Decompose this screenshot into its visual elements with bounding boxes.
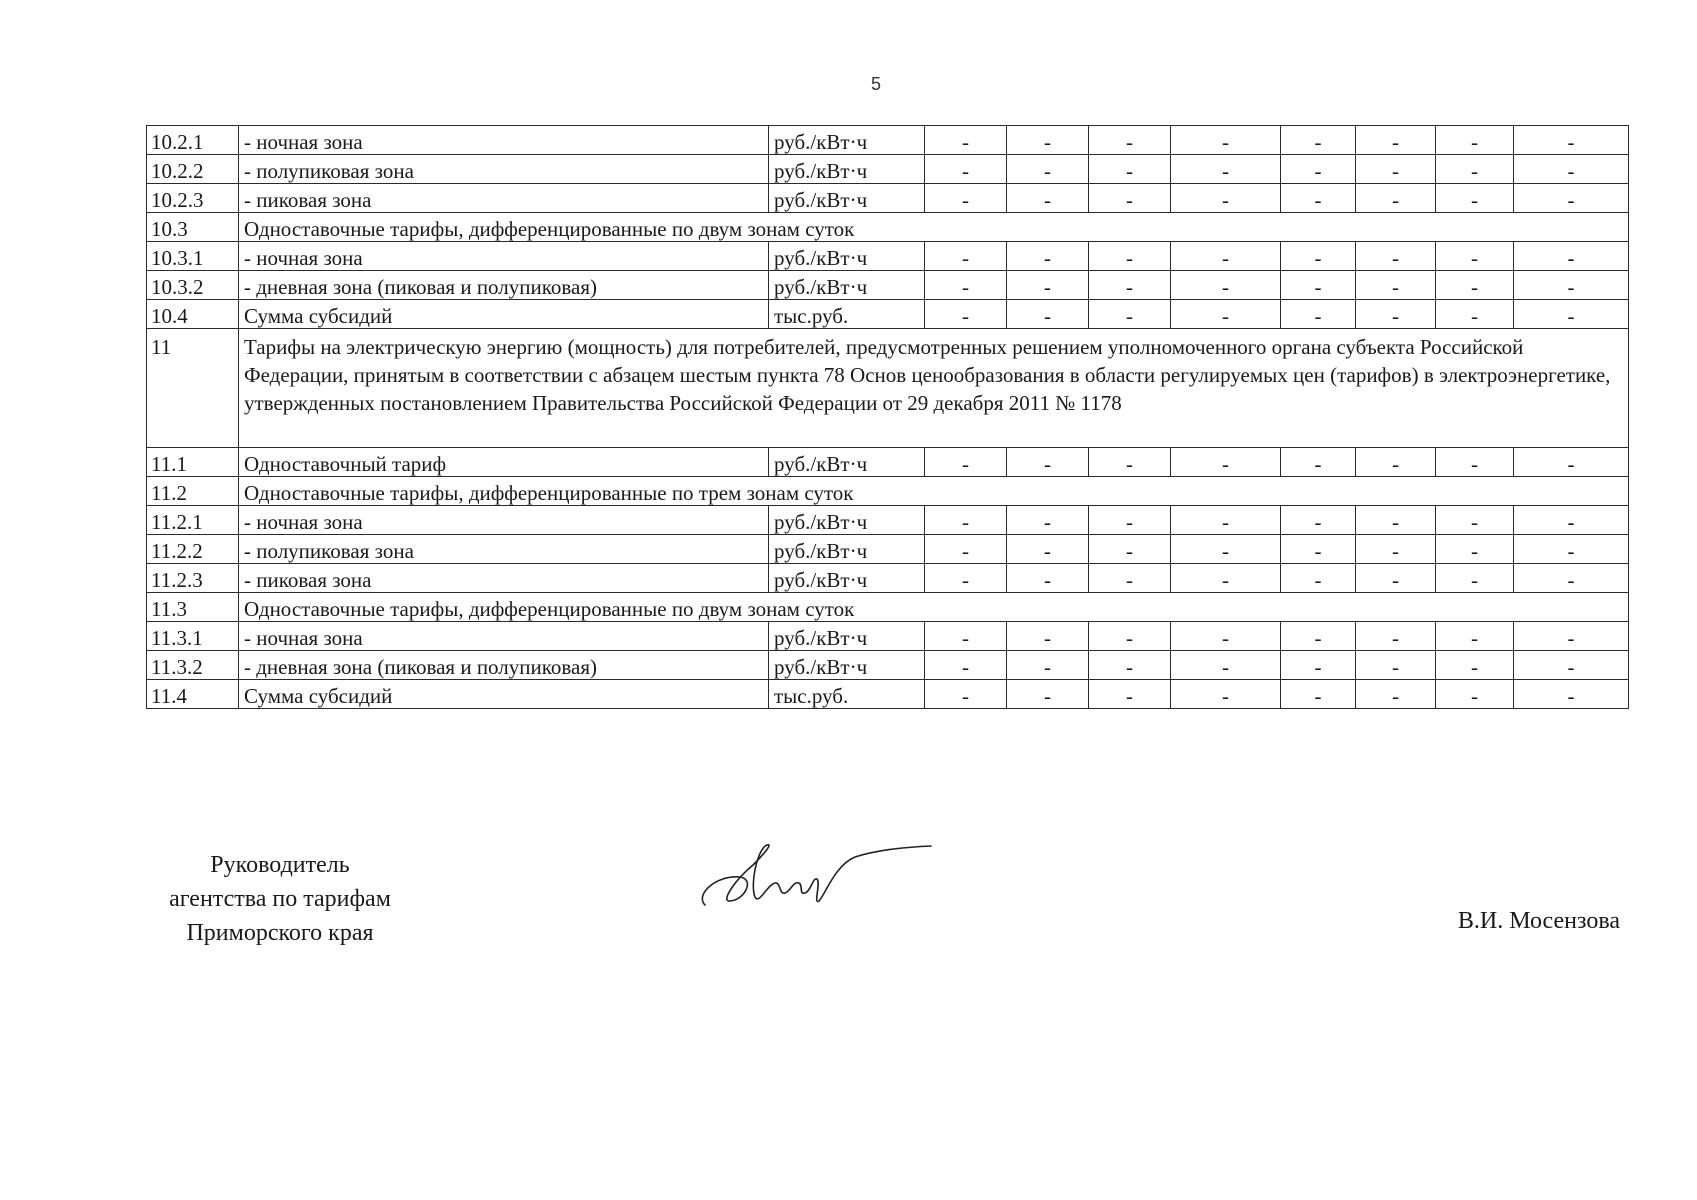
value-cell: - xyxy=(1089,506,1171,535)
value-cell: - xyxy=(1436,126,1514,155)
value-cell: - xyxy=(1436,506,1514,535)
row-number: 10.2.1 xyxy=(147,126,239,155)
table-row xyxy=(147,155,1629,184)
value-cell: - xyxy=(925,680,1007,709)
row-unit: тыс.руб. xyxy=(769,300,925,329)
value-cell: - xyxy=(1514,184,1629,213)
row-label: - пиковая зона xyxy=(239,564,769,593)
row-unit: руб./кВт·ч xyxy=(769,184,925,213)
value-cell: - xyxy=(1171,564,1281,593)
row-unit: руб./кВт·ч xyxy=(769,506,925,535)
value-cell: - xyxy=(1281,506,1356,535)
handwritten-signature xyxy=(695,835,935,915)
value-cell: - xyxy=(1281,622,1356,651)
value-cell: - xyxy=(1089,155,1171,184)
value-cell: - xyxy=(1007,622,1089,651)
value-cell: - xyxy=(1281,680,1356,709)
value-cell: - xyxy=(1514,448,1629,477)
value-cell: - xyxy=(1171,622,1281,651)
value-cell: - xyxy=(1171,506,1281,535)
value-cell: - xyxy=(1436,155,1514,184)
value-cell: - xyxy=(1089,622,1171,651)
row-label: - ночная зона xyxy=(239,242,769,271)
row-label: - ночная зона xyxy=(239,506,769,535)
tariff-table xyxy=(146,125,1629,709)
value-cell: - xyxy=(1514,242,1629,271)
value-cell: - xyxy=(1514,622,1629,651)
value-cell: - xyxy=(925,126,1007,155)
row-number: 11 xyxy=(147,329,239,448)
table-row xyxy=(147,651,1629,680)
value-cell: - xyxy=(1436,651,1514,680)
value-cell: - xyxy=(1436,622,1514,651)
value-cell: - xyxy=(1171,535,1281,564)
value-cell: - xyxy=(1007,271,1089,300)
row-label: - ночная зона xyxy=(239,126,769,155)
row-unit: руб./кВт·ч xyxy=(769,126,925,155)
value-cell: - xyxy=(1514,506,1629,535)
value-cell: - xyxy=(1171,680,1281,709)
value-cell: - xyxy=(1356,155,1436,184)
table-row xyxy=(147,448,1629,477)
value-cell: - xyxy=(1436,535,1514,564)
row-label: - ночная зона xyxy=(239,622,769,651)
value-cell: - xyxy=(1089,300,1171,329)
signer-title-line: Руководитель xyxy=(210,852,350,878)
value-cell: - xyxy=(1007,242,1089,271)
value-cell: - xyxy=(1356,564,1436,593)
row-unit: тыс.руб. xyxy=(769,680,925,709)
value-cell: - xyxy=(1436,184,1514,213)
row-number: 11.1 xyxy=(147,448,239,477)
value-cell: - xyxy=(1281,126,1356,155)
value-cell: - xyxy=(925,271,1007,300)
row-unit: руб./кВт·ч xyxy=(769,155,925,184)
row-unit: руб./кВт·ч xyxy=(769,651,925,680)
value-cell: - xyxy=(1514,155,1629,184)
value-cell: - xyxy=(1436,448,1514,477)
table-row xyxy=(147,535,1629,564)
value-cell: - xyxy=(1089,271,1171,300)
table-row xyxy=(147,622,1629,651)
signer-title-line: Приморского края xyxy=(186,920,374,946)
value-cell: - xyxy=(1281,564,1356,593)
table-row xyxy=(147,564,1629,593)
value-cell: - xyxy=(1089,126,1171,155)
row-label: Сумма субсидий xyxy=(239,300,769,329)
row-label: Одноставочные тарифы, дифференцированные по двум зонам суток xyxy=(239,593,1629,622)
row-unit: руб./кВт·ч xyxy=(769,622,925,651)
value-cell: - xyxy=(1171,448,1281,477)
table-row xyxy=(147,329,1629,448)
row-number: 11.3 xyxy=(147,593,239,622)
value-cell: - xyxy=(1281,651,1356,680)
value-cell: - xyxy=(1007,564,1089,593)
value-cell: - xyxy=(1436,680,1514,709)
row-number: 10.2.2 xyxy=(147,155,239,184)
row-number: 11.2.2 xyxy=(147,535,239,564)
value-cell: - xyxy=(1436,564,1514,593)
value-cell: - xyxy=(1356,535,1436,564)
value-cell: - xyxy=(1356,506,1436,535)
value-cell: - xyxy=(1089,242,1171,271)
row-number: 10.3.2 xyxy=(147,271,239,300)
value-cell: - xyxy=(1089,448,1171,477)
value-cell: - xyxy=(1356,448,1436,477)
row-unit: руб./кВт·ч xyxy=(769,448,925,477)
value-cell: - xyxy=(925,506,1007,535)
value-cell: - xyxy=(1281,155,1356,184)
value-cell: - xyxy=(925,300,1007,329)
table-row xyxy=(147,242,1629,271)
row-label: Одноставочные тарифы, дифференцированные по двум зонам суток xyxy=(239,213,1629,242)
table-row xyxy=(147,477,1629,506)
value-cell: - xyxy=(1171,155,1281,184)
value-cell: - xyxy=(1514,271,1629,300)
value-cell: - xyxy=(1281,271,1356,300)
table-row xyxy=(147,593,1629,622)
value-cell: - xyxy=(925,535,1007,564)
row-label: Одноставочный тариф xyxy=(239,448,769,477)
row-number: 11.3.1 xyxy=(147,622,239,651)
row-number: 11.4 xyxy=(147,680,239,709)
value-cell: - xyxy=(1356,651,1436,680)
value-cell: - xyxy=(925,564,1007,593)
value-cell: - xyxy=(1281,184,1356,213)
table-row xyxy=(147,680,1629,709)
row-unit: руб./кВт·ч xyxy=(769,242,925,271)
value-cell: - xyxy=(1007,184,1089,213)
table-row xyxy=(147,126,1629,155)
row-unit: руб./кВт·ч xyxy=(769,271,925,300)
signer-title xyxy=(130,848,430,950)
value-cell: - xyxy=(925,622,1007,651)
table-row xyxy=(147,213,1629,242)
row-number: 10.4 xyxy=(147,300,239,329)
value-cell: - xyxy=(1007,126,1089,155)
value-cell: - xyxy=(1089,535,1171,564)
row-number: 10.3 xyxy=(147,213,239,242)
row-label: Тарифы на электрическую энергию (мощность) для потребителей, предусмотренных решением уполномоченного органа субъекта Российской Федерации, принятым в соответствии с абзацем шестым пункта 78 Основ ценообразования в области регулируемых цен (тарифов) в электроэнергетике, утвержденных постановлением Правительства Российской Федерации от 29 декабря 2011 № 1178 xyxy=(239,329,1629,448)
value-cell: - xyxy=(1436,242,1514,271)
row-label: - пиковая зона xyxy=(239,184,769,213)
value-cell: - xyxy=(1281,535,1356,564)
row-number: 11.2 xyxy=(147,477,239,506)
value-cell: - xyxy=(1171,651,1281,680)
table-row xyxy=(147,300,1629,329)
value-cell: - xyxy=(925,242,1007,271)
value-cell: - xyxy=(1514,535,1629,564)
value-cell: - xyxy=(925,155,1007,184)
value-cell: - xyxy=(1171,126,1281,155)
value-cell: - xyxy=(1089,680,1171,709)
row-label: - дневная зона (пиковая и полупиковая) xyxy=(239,271,769,300)
value-cell: - xyxy=(1356,622,1436,651)
value-cell: - xyxy=(1007,155,1089,184)
table-row xyxy=(147,271,1629,300)
value-cell: - xyxy=(1436,271,1514,300)
row-number: 10.2.3 xyxy=(147,184,239,213)
table-row xyxy=(147,184,1629,213)
value-cell: - xyxy=(1007,535,1089,564)
value-cell: - xyxy=(1007,680,1089,709)
value-cell: - xyxy=(925,448,1007,477)
row-label: Одноставочные тарифы, дифференцированные по трем зонам суток xyxy=(239,477,1629,506)
value-cell: - xyxy=(1281,448,1356,477)
row-label: - полупиковая зона xyxy=(239,155,769,184)
value-cell: - xyxy=(1171,271,1281,300)
row-number: 11.2.3 xyxy=(147,564,239,593)
value-cell: - xyxy=(1356,300,1436,329)
value-cell: - xyxy=(1089,184,1171,213)
row-label: - полупиковая зона xyxy=(239,535,769,564)
value-cell: - xyxy=(925,651,1007,680)
value-cell: - xyxy=(1281,300,1356,329)
value-cell: - xyxy=(1514,300,1629,329)
value-cell: - xyxy=(1281,242,1356,271)
value-cell: - xyxy=(1171,300,1281,329)
value-cell: - xyxy=(1356,680,1436,709)
value-cell: - xyxy=(1514,564,1629,593)
value-cell: - xyxy=(1356,126,1436,155)
value-cell: - xyxy=(1171,184,1281,213)
value-cell: - xyxy=(1514,680,1629,709)
row-number: 11.3.2 xyxy=(147,651,239,680)
row-unit: руб./кВт·ч xyxy=(769,564,925,593)
value-cell: - xyxy=(1356,271,1436,300)
signer-title-line: агентства по тарифам xyxy=(169,886,391,912)
value-cell: - xyxy=(925,184,1007,213)
value-cell: - xyxy=(1007,448,1089,477)
page-number: 5 xyxy=(870,74,881,94)
row-label: Сумма субсидий xyxy=(239,680,769,709)
value-cell: - xyxy=(1007,651,1089,680)
row-number: 10.3.1 xyxy=(147,242,239,271)
row-label: - дневная зона (пиковая и полупиковая) xyxy=(239,651,769,680)
value-cell: - xyxy=(1356,184,1436,213)
value-cell: - xyxy=(1007,300,1089,329)
value-cell: - xyxy=(1436,300,1514,329)
value-cell: - xyxy=(1007,506,1089,535)
value-cell: - xyxy=(1514,651,1629,680)
value-cell: - xyxy=(1089,564,1171,593)
value-cell: - xyxy=(1089,651,1171,680)
table-row xyxy=(147,506,1629,535)
value-cell: - xyxy=(1171,242,1281,271)
row-unit: руб./кВт·ч xyxy=(769,535,925,564)
tariff-table-body xyxy=(147,126,1629,709)
row-number: 11.2.1 xyxy=(147,506,239,535)
signer-name: В.И. Мосензова xyxy=(1457,908,1620,934)
value-cell: - xyxy=(1356,242,1436,271)
value-cell: - xyxy=(1514,126,1629,155)
